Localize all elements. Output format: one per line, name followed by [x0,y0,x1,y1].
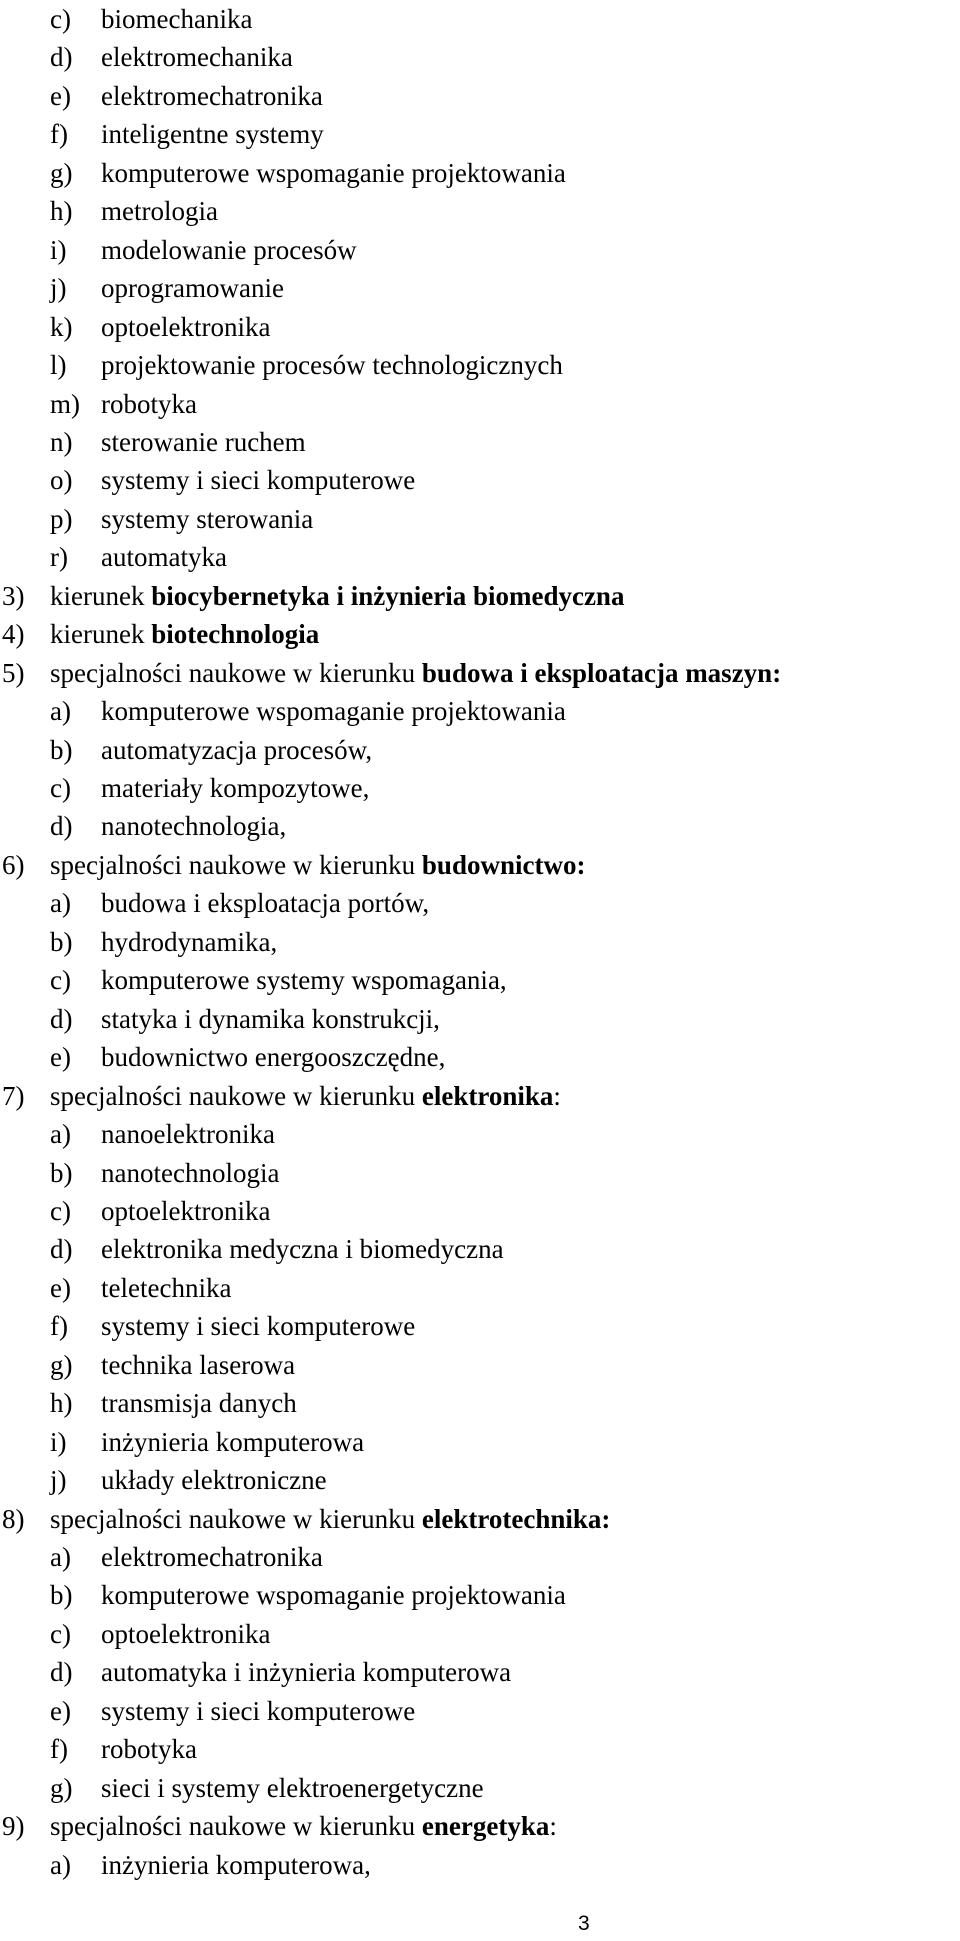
list-marker: a) [50,696,71,727]
list-marker: a) [50,888,71,919]
list-marker: a) [50,1119,71,1150]
list-item-plain-text: inżynieria komputerowa, [101,1849,371,1880]
list-item-plain-text: specjalności naukowe w kierunku [50,1811,422,1842]
list-item-text [50,1807,557,1846]
list-item-text [101,38,293,77]
list-marker: 8) [2,1503,25,1534]
list-item-text [101,231,357,270]
list-item-text [101,1346,295,1385]
list-item-plain-text: systemy sterowania [101,503,314,534]
field-name-bold: biocybernetyka i inżynieria biomedyczna [151,580,625,611]
list-item-text [101,1730,197,1769]
list-item-plain-text: budowa i eksploatacja portów, [101,888,430,919]
list-item-plain-text: optoelektronika [101,311,271,342]
list-item-text [101,1538,323,1577]
field-name-bold: elektronika [421,1080,554,1111]
list-item-text [50,615,319,654]
list-item-plain-text: systemy i sieci komputerowe [101,465,416,496]
list-marker: a) [50,1542,71,1572]
list-marker: e) [50,80,71,111]
list-marker: e) [50,1042,71,1073]
list-item-suffix: : [549,1811,557,1842]
list-item-plain-text: sieci i systemy elektroenergetyczne [101,1772,484,1803]
list-marker: i) [50,1426,67,1457]
list-item-plain-text: systemy i sieci komputerowe [101,1695,416,1726]
list-item-text [101,1307,415,1346]
list-marker: k) [50,311,73,342]
list-item-plain-text: elektromechanika [101,42,293,73]
list-marker: r) [50,542,68,573]
list-item-text [101,1461,327,1500]
list-marker: j) [50,273,67,304]
list-marker: e) [50,1695,71,1726]
list-marker: o) [50,465,73,496]
list-marker: b) [50,1580,73,1611]
list-marker: h) [50,196,73,227]
list-marker: c) [50,1618,71,1649]
list-item-plain-text: technika laserowa [101,1349,296,1380]
list-item-plain-text: specjalności naukowe w kierunku [50,1080,422,1111]
list-marker: c) [50,4,71,34]
list-item-plain-text: układy elektroniczne [101,1465,327,1496]
list-marker: g) [50,1772,73,1803]
field-name-bold: elektrotechnika: [421,1503,611,1534]
list-item-text [101,192,218,231]
field-name-bold: energetyka [421,1811,550,1842]
list-item-text [101,1269,231,1308]
list-item-plain-text: teletechnika [101,1272,232,1303]
list-item-plain-text: robotyka [101,388,197,419]
list-item-text [101,154,566,193]
list-item-plain-text: elektronika medyczna i biomedyczna [101,1234,504,1265]
list-item-suffix: : [553,1080,561,1111]
list-marker: e) [50,1272,71,1303]
list-item-text [50,1077,561,1116]
list-marker: a) [50,1849,71,1880]
field-name-bold: biotechnologia [151,619,320,650]
list-item-text [101,1038,445,1077]
list-item-plain-text: kierunek [50,580,152,611]
list-item-text [101,1230,504,1269]
list-marker: d) [50,1003,73,1034]
list-marker: c) [50,773,71,803]
list-item-text [101,308,270,347]
list-marker: b) [50,926,73,957]
list-item-text [101,1154,279,1193]
list-item-plain-text: elektromechatronika [101,80,323,111]
list-item-text [101,346,563,385]
list-marker: d) [50,811,73,842]
list-marker: g) [50,1349,73,1380]
list-item-text [101,0,252,39]
list-marker: h) [50,1388,73,1419]
list-marker: d) [50,1234,73,1265]
list-item-text [101,1192,270,1231]
page-number: 3 [578,1912,590,1935]
list-item-plain-text: kierunek [50,619,152,650]
list-item-plain-text: komputerowe wspomaganie projektowania [101,696,566,727]
list-item-plain-text: automatyka [101,542,227,573]
list-item-text [101,1423,364,1462]
list-item-text [101,692,566,731]
list-marker: j) [50,1465,67,1496]
list-item-text [101,269,284,308]
list-marker: 7) [2,1080,25,1111]
list-item-plain-text: nanotechnologia [101,1157,280,1188]
list-item-plain-text: elektromechatronika [101,1542,323,1572]
list-item-plain-text: inteligentne systemy [101,119,324,150]
list-item-plain-text: transmisja danych [101,1388,297,1419]
list-item-plain-text: specjalności naukowe w kierunku [50,849,422,880]
list-item-plain-text: automatyka i inżynieria komputerowa [101,1657,512,1688]
list-item-text [101,1115,275,1154]
list-item-text [101,1653,511,1692]
list-item-text [101,1846,371,1885]
list-item-text [101,807,286,846]
list-item-text [101,1000,440,1039]
list-marker: c) [50,965,71,996]
field-name-bold: budownictwo: [421,849,586,880]
list-item-text [101,500,313,539]
list-item-plain-text: nanotechnologia, [101,811,287,842]
list-marker: g) [50,157,73,188]
list-item-plain-text: budownictwo energooszczędne, [101,1042,446,1073]
list-item-text [101,1692,415,1731]
list-marker: 4) [2,619,25,650]
list-item-plain-text: robotyka [101,1734,197,1765]
list-item-plain-text: komputerowe wspomaganie projektowania [101,1580,566,1611]
list-item-text [101,1576,566,1615]
list-marker: 3) [2,580,25,611]
list-marker: b) [50,1157,73,1188]
list-item-plain-text: specjalności naukowe w kierunku [50,657,422,688]
list-item-plain-text: optoelektronika [101,1195,271,1226]
list-item-plain-text: materiały kompozytowe, [101,773,370,803]
list-item-text [50,846,585,885]
list-item-plain-text: inżynieria komputerowa [101,1426,365,1457]
list-item-plain-text: nanoelektronika [101,1119,275,1150]
list-item-text [101,769,369,808]
list-item-text [101,538,227,577]
list-item-text [101,115,324,154]
list-item-text [101,385,197,424]
list-item-text [50,1500,610,1539]
list-item-plain-text: biomechanika [101,4,253,34]
list-marker: b) [50,734,73,765]
list-item-text [101,1769,484,1808]
list-marker: f) [50,119,68,150]
list-item-text [101,1384,297,1423]
field-name-bold: budowa i eksploatacja maszyn: [421,657,782,688]
list-item-plain-text: specjalności naukowe w kierunku [50,1503,422,1534]
list-item-plain-text: statyka i dynamika konstrukcji, [101,1003,440,1034]
list-marker: f) [50,1311,68,1342]
list-item-plain-text: komputerowe wspomaganie projektowania [101,157,566,188]
list-marker: d) [50,42,73,73]
list-item-plain-text: systemy i sieci komputerowe [101,1311,416,1342]
list-item-text [101,1615,270,1654]
list-item-plain-text: hydrodynamika, [101,926,278,957]
list-marker: n) [50,426,73,457]
list-item-plain-text: metrologia [101,196,218,227]
list-marker: i) [50,234,67,265]
list-item-text [50,654,781,693]
list-item-text [101,731,372,770]
list-marker: p) [50,503,73,534]
list-item-text [50,577,624,616]
list-item-plain-text: automatyzacja procesów, [101,734,373,765]
list-item-text [101,884,429,923]
list-marker: 5) [2,657,25,688]
list-item-plain-text: modelowanie procesów [101,234,357,265]
list-marker: m) [50,388,80,419]
list-item-plain-text: oprogramowanie [101,273,284,304]
list-marker: 6) [2,849,25,880]
list-item-plain-text: optoelektronika [101,1618,271,1649]
list-marker: f) [50,1734,68,1765]
list-marker: d) [50,1657,73,1688]
list-item-text [101,961,507,1000]
list-item-text [101,923,277,962]
list-item-plain-text: sterowanie ruchem [101,426,306,457]
list-marker: l) [50,350,67,381]
list-item-plain-text: komputerowe systemy wspomagania, [101,965,507,996]
list-item-text [101,77,323,116]
list-item-text [101,423,306,462]
list-marker: c) [50,1195,71,1226]
list-item-text [101,461,415,500]
list-item-plain-text: projektowanie procesów technologicznych [101,350,563,381]
list-marker: 9) [2,1811,25,1842]
